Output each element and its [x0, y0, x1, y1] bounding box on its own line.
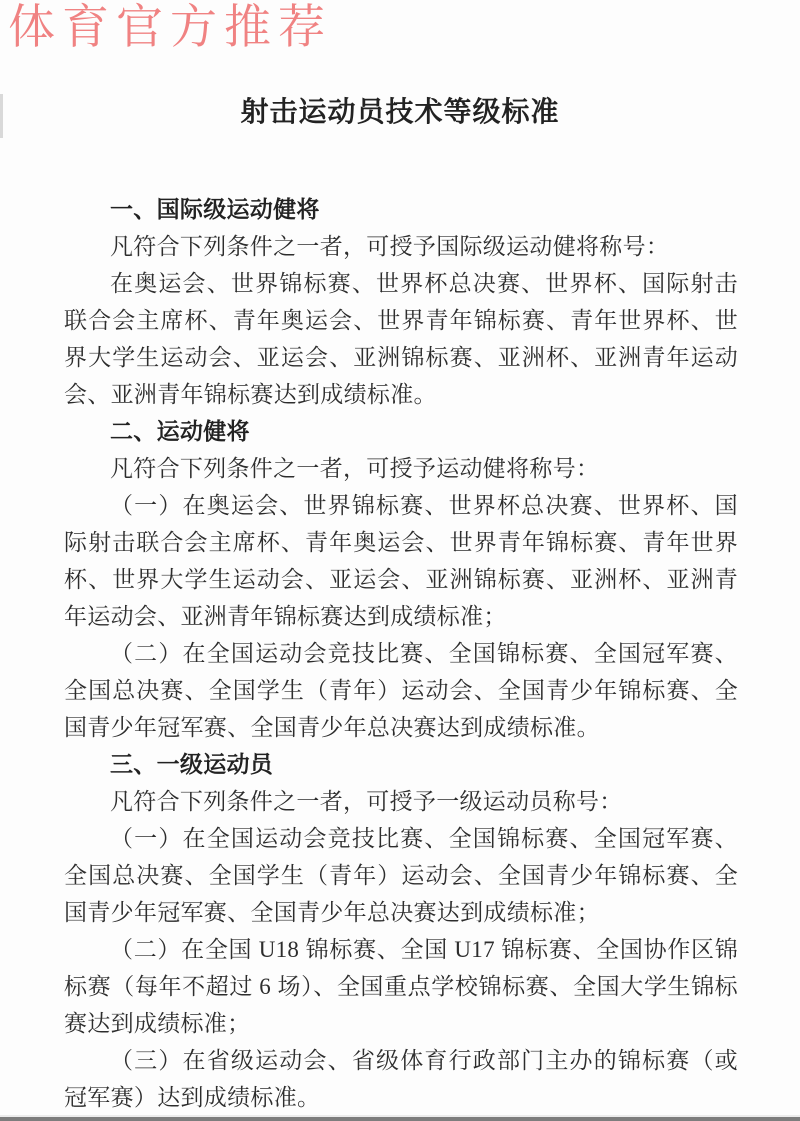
paragraph: （一）在奥运会、世界锦标赛、世界杯总决赛、世界杯、国际射击联合会主席杯、青年奥运会、世界青年锦标赛、青年世界杯、世界大学生运动会、亚运会、亚洲锦标赛、亚洲杯、亚洲青年运动会、亚洲青年锦标赛达到成绩标准； — [64, 493, 738, 629]
paragraph: 在奥运会、世界锦标赛、世界杯总决赛、世界杯、国际射击联合会主席杯、青年奥运会、世界青年锦标赛、青年世界杯、世界大学生运动会、亚运会、亚洲锦标赛、亚洲杯、亚洲青年运动会、亚洲青年锦标赛达到成绩标准。 — [64, 271, 738, 407]
section-international-master — [64, 191, 738, 413]
document-title: 射击运动员技术等级标准 — [240, 96, 560, 127]
section-master — [64, 413, 738, 746]
paragraph: （三）在省级运动会、省级体育行政部门主办的锦标赛（或冠军赛）达到成绩标准。 — [64, 1048, 738, 1110]
watermark-text: 体育官方推荐 — [8, 2, 332, 54]
section-heading: 一、国际级运动健将 — [110, 196, 320, 222]
scan-edge-artifact — [0, 94, 3, 138]
paragraph: （二）在全国 U18 锦标赛、全国 U17 锦标赛、全国协作区锦标赛（每年不超过 6 场）、全国重点学校锦标赛、全国大学生锦标赛达到成绩标准； — [64, 937, 738, 1036]
paragraph: （一）在全国运动会竞技比赛、全国锦标赛、全国冠军赛、全国总决赛、全国学生（青年）运动会、全国青少年锦标赛、全国青少年冠军赛、全国青少年总决赛达到成绩标准； — [64, 826, 738, 925]
paragraph: 凡符合下列条件之一者，可授予国际级运动健将称号： — [110, 234, 670, 259]
section-heading: 三、一级运动员 — [110, 751, 274, 777]
document-body — [64, 191, 738, 1116]
page-bottom-edge — [0, 1115, 800, 1121]
paragraph: （二）在全国运动会竞技比赛、全国锦标赛、全国冠军赛、全国总决赛、全国学生（青年）运动会、全国青少年锦标赛、全国青少年冠军赛、全国青少年总决赛达到成绩标准。 — [64, 641, 738, 740]
section-heading: 二、运动健将 — [110, 418, 250, 444]
paragraph: 凡符合下列条件之一者，可授予运动健将称号： — [110, 456, 600, 481]
paragraph: 凡符合下列条件之一者，可授予一级运动员称号： — [110, 789, 623, 814]
section-first-class-athlete — [64, 746, 738, 1116]
